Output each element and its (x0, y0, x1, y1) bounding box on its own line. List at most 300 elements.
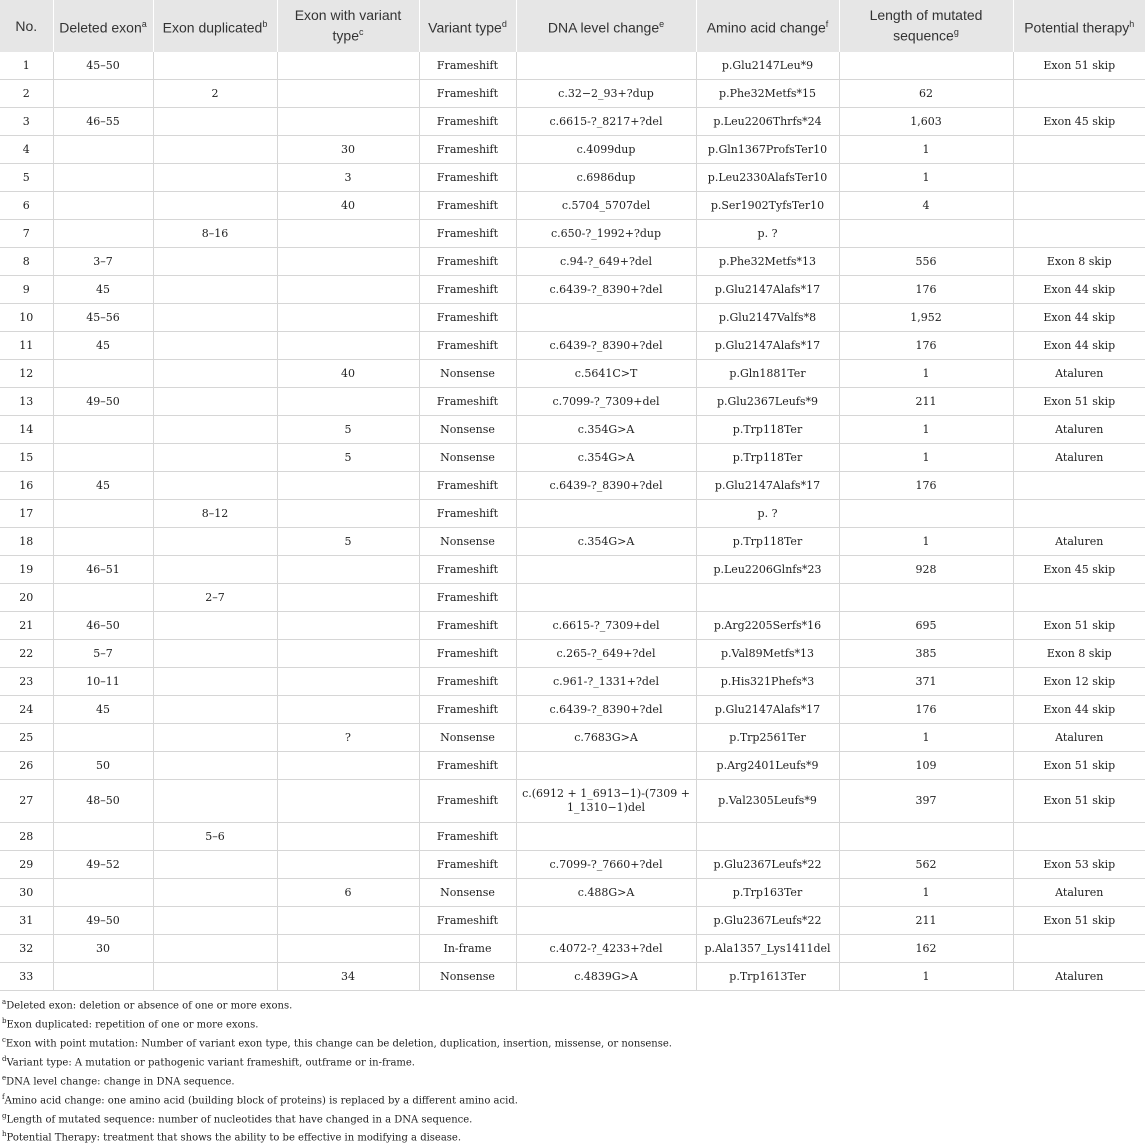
header-potential-therapy (1013, 0, 1145, 52)
cell-dna-level-change: c.7099-?_7309+del (516, 388, 696, 416)
cell-amino-acid-change: p.Trp118Ter (696, 416, 839, 444)
cell-no: 33 (0, 963, 53, 991)
table-row (0, 388, 1145, 416)
cell-exon-variant-type (277, 556, 419, 584)
cell-variant-type: Frameshift (419, 220, 516, 248)
table-row (0, 500, 1145, 528)
cell-variant-type: Frameshift (419, 388, 516, 416)
cell-potential-therapy: Exon 8 skip (1013, 248, 1145, 276)
table-row (0, 724, 1145, 752)
cell-mutated-length: 556 (839, 248, 1013, 276)
cell-no: 3 (0, 108, 53, 136)
table-row (0, 332, 1145, 360)
cell-dna-level-change: c.6439-?_8390+?del (516, 276, 696, 304)
cell-exon-variant-type (277, 752, 419, 780)
cell-deleted-exon (53, 444, 153, 472)
cell-mutated-length: 1,603 (839, 108, 1013, 136)
table-header (0, 0, 1145, 52)
cell-exon-duplicated (153, 752, 277, 780)
cell-mutated-length: 695 (839, 612, 1013, 640)
cell-mutated-length: 176 (839, 696, 1013, 724)
table-row (0, 248, 1145, 276)
table-row (0, 612, 1145, 640)
cell-potential-therapy: Exon 53 skip (1013, 851, 1145, 879)
cell-deleted-exon: 50 (53, 752, 153, 780)
cell-exon-variant-type: ? (277, 724, 419, 752)
header-mutated-length (839, 0, 1013, 52)
cell-no: 20 (0, 584, 53, 612)
cell-variant-type: Frameshift (419, 332, 516, 360)
cell-variant-type: Frameshift (419, 136, 516, 164)
cell-deleted-exon (53, 823, 153, 851)
cell-amino-acid-change: p.Ala1357_Lys1411del (696, 935, 839, 963)
cell-exon-variant-type (277, 220, 419, 248)
cell-deleted-exon (53, 724, 153, 752)
cell-exon-duplicated (153, 472, 277, 500)
cell-no: 9 (0, 276, 53, 304)
cell-exon-variant-type (277, 612, 419, 640)
cell-amino-acid-change: p.Arg2401Leufs*9 (696, 752, 839, 780)
cell-no: 2 (0, 80, 53, 108)
cell-dna-level-change: c.354G>A (516, 444, 696, 472)
cell-mutated-length: 1,952 (839, 304, 1013, 332)
cell-variant-type: Frameshift (419, 192, 516, 220)
header-label: No. (15, 17, 38, 34)
footnotes (0, 991, 1145, 1146)
cell-amino-acid-change: p.Phe32Metfs*13 (696, 248, 839, 276)
cell-variant-type: Nonsense (419, 416, 516, 444)
table-row (0, 444, 1145, 472)
cell-exon-variant-type: 5 (277, 444, 419, 472)
cell-dna-level-change: c.4072-?_4233+?del (516, 935, 696, 963)
table-row (0, 935, 1145, 963)
cell-no: 11 (0, 332, 53, 360)
header-footnote-mark: g (953, 27, 959, 38)
cell-amino-acid-change: p. ? (696, 500, 839, 528)
cell-no: 31 (0, 907, 53, 935)
cell-exon-variant-type: 40 (277, 360, 419, 388)
cell-potential-therapy: Exon 51 skip (1013, 907, 1145, 935)
footnote (2, 1109, 1143, 1128)
cell-exon-variant-type (277, 304, 419, 332)
cell-potential-therapy (1013, 220, 1145, 248)
cell-no: 5 (0, 164, 53, 192)
footnote (2, 1052, 1143, 1071)
header-footnote-mark: a (141, 18, 147, 29)
header-row (0, 0, 1145, 52)
table-row (0, 360, 1145, 388)
table-row (0, 472, 1145, 500)
cell-exon-duplicated (153, 332, 277, 360)
cell-no: 10 (0, 304, 53, 332)
cell-amino-acid-change: p.Trp2561Ter (696, 724, 839, 752)
cell-exon-duplicated (153, 935, 277, 963)
cell-mutated-length: 385 (839, 640, 1013, 668)
cell-no: 27 (0, 780, 53, 823)
cell-potential-therapy (1013, 136, 1145, 164)
cell-exon-duplicated: 8–16 (153, 220, 277, 248)
cell-deleted-exon (53, 136, 153, 164)
cell-dna-level-change: c.961-?_1331+?del (516, 668, 696, 696)
cell-exon-variant-type: 30 (277, 136, 419, 164)
cell-exon-variant-type (277, 276, 419, 304)
cell-potential-therapy: Ataluren (1013, 444, 1145, 472)
cell-potential-therapy (1013, 472, 1145, 500)
cell-variant-type: Frameshift (419, 556, 516, 584)
header-label: Deleted exon (59, 19, 142, 36)
cell-dna-level-change: c.4839G>A (516, 963, 696, 991)
cell-mutated-length: 1 (839, 528, 1013, 556)
cell-dna-level-change: c.5641C>T (516, 360, 696, 388)
header-footnote-mark: h (1129, 18, 1135, 29)
cell-potential-therapy: Ataluren (1013, 879, 1145, 907)
cell-no: 26 (0, 752, 53, 780)
cell-amino-acid-change: p.Glu2367Leufs*22 (696, 851, 839, 879)
cell-deleted-exon (53, 360, 153, 388)
cell-no: 24 (0, 696, 53, 724)
cell-exon-duplicated (153, 248, 277, 276)
table-row (0, 108, 1145, 136)
cell-potential-therapy (1013, 192, 1145, 220)
cell-exon-variant-type: 34 (277, 963, 419, 991)
table-row (0, 164, 1145, 192)
cell-exon-variant-type: 5 (277, 528, 419, 556)
cell-variant-type: Frameshift (419, 752, 516, 780)
cell-mutated-length: 109 (839, 752, 1013, 780)
cell-no: 18 (0, 528, 53, 556)
cell-deleted-exon: 10–11 (53, 668, 153, 696)
cell-potential-therapy: Ataluren (1013, 528, 1145, 556)
cell-dna-level-change: c.32−2_93+?dup (516, 80, 696, 108)
footnote-text: Length of mutated sequence: number of nucleotides that have changed in a DNA sequence. (6, 1113, 473, 1125)
cell-exon-variant-type: 5 (277, 416, 419, 444)
cell-dna-level-change: c.650-?_1992+?dup (516, 220, 696, 248)
table-row (0, 416, 1145, 444)
cell-potential-therapy: Exon 51 skip (1013, 612, 1145, 640)
cell-exon-variant-type (277, 108, 419, 136)
cell-no: 13 (0, 388, 53, 416)
cell-dna-level-change (516, 584, 696, 612)
footnote-text: Deleted exon: deletion or absence of one or more exons. (6, 1000, 293, 1012)
cell-dna-level-change: c.4099dup (516, 136, 696, 164)
cell-dna-level-change: c.6439-?_8390+?del (516, 472, 696, 500)
cell-amino-acid-change: p.Ser1902TyfsTer10 (696, 192, 839, 220)
cell-variant-type: Nonsense (419, 444, 516, 472)
cell-exon-duplicated (153, 528, 277, 556)
table-row (0, 752, 1145, 780)
cell-deleted-exon: 45 (53, 472, 153, 500)
cell-amino-acid-change: p.Glu2367Leufs*9 (696, 388, 839, 416)
footnote (2, 1014, 1143, 1033)
footnote-mark: f (2, 1092, 5, 1101)
cell-dna-level-change: c.6615-?_7309+del (516, 612, 696, 640)
header-footnote-mark: f (825, 18, 829, 29)
cell-no: 15 (0, 444, 53, 472)
cell-mutated-length: 1 (839, 416, 1013, 444)
cell-exon-duplicated (153, 304, 277, 332)
cell-exon-variant-type (277, 935, 419, 963)
cell-amino-acid-change: p.Arg2205Serfs*16 (696, 612, 839, 640)
cell-no: 14 (0, 416, 53, 444)
cell-mutated-length: 1 (839, 963, 1013, 991)
cell-exon-duplicated (153, 668, 277, 696)
cell-deleted-exon (53, 500, 153, 528)
cell-mutated-length (839, 584, 1013, 612)
header-no (0, 0, 53, 52)
cell-mutated-length: 1 (839, 444, 1013, 472)
cell-exon-duplicated (153, 360, 277, 388)
cell-amino-acid-change: p.Leu2330AlafsTer10 (696, 164, 839, 192)
cell-potential-therapy: Exon 51 skip (1013, 52, 1145, 80)
header-footnote-mark: c (358, 27, 364, 38)
header-exon-variant-type (277, 0, 419, 52)
cell-no: 25 (0, 724, 53, 752)
cell-deleted-exon: 49–50 (53, 907, 153, 935)
cell-potential-therapy: Exon 51 skip (1013, 780, 1145, 823)
cell-deleted-exon: 48–50 (53, 780, 153, 823)
cell-dna-level-change (516, 752, 696, 780)
table-row (0, 556, 1145, 584)
cell-dna-level-change: c.354G>A (516, 528, 696, 556)
cell-variant-type: Nonsense (419, 528, 516, 556)
cell-potential-therapy: Ataluren (1013, 416, 1145, 444)
cell-mutated-length: 211 (839, 907, 1013, 935)
table-row (0, 528, 1145, 556)
cell-exon-variant-type (277, 332, 419, 360)
cell-exon-variant-type (277, 80, 419, 108)
cell-mutated-length: 397 (839, 780, 1013, 823)
cell-deleted-exon: 49–52 (53, 851, 153, 879)
cell-variant-type: Frameshift (419, 108, 516, 136)
cell-deleted-exon: 45–50 (53, 52, 153, 80)
cell-variant-type: Frameshift (419, 248, 516, 276)
cell-no: 7 (0, 220, 53, 248)
cell-amino-acid-change: p.Gln1367ProfsTer10 (696, 136, 839, 164)
cell-potential-therapy: Exon 8 skip (1013, 640, 1145, 668)
cell-potential-therapy (1013, 500, 1145, 528)
cell-no: 4 (0, 136, 53, 164)
table-row (0, 584, 1145, 612)
header-exon-duplicated (153, 0, 277, 52)
cell-exon-variant-type (277, 52, 419, 80)
cell-mutated-length: 371 (839, 668, 1013, 696)
cell-amino-acid-change: p.Trp1613Ter (696, 963, 839, 991)
cell-exon-duplicated (153, 444, 277, 472)
cell-no: 6 (0, 192, 53, 220)
cell-deleted-exon: 45–56 (53, 304, 153, 332)
cell-exon-variant-type (277, 780, 419, 823)
cell-amino-acid-change: p.Glu2147Alafs*17 (696, 276, 839, 304)
table-row (0, 276, 1145, 304)
footnote-mark: b (2, 1016, 7, 1025)
cell-exon-duplicated (153, 612, 277, 640)
cell-variant-type: Nonsense (419, 879, 516, 907)
footnote-mark: g (2, 1111, 7, 1120)
cell-no: 21 (0, 612, 53, 640)
header-label: Amino acid change (706, 19, 826, 36)
cell-dna-level-change: c.6439-?_8390+?del (516, 332, 696, 360)
cell-potential-therapy: Exon 51 skip (1013, 752, 1145, 780)
cell-exon-duplicated (153, 851, 277, 879)
header-deleted-exon (53, 0, 153, 52)
cell-no: 17 (0, 500, 53, 528)
cell-variant-type: Frameshift (419, 304, 516, 332)
cell-mutated-length: 1 (839, 724, 1013, 752)
cell-no: 28 (0, 823, 53, 851)
footnote-mark: c (2, 1035, 6, 1044)
cell-amino-acid-change: p.Trp118Ter (696, 528, 839, 556)
cell-exon-variant-type: 6 (277, 879, 419, 907)
footnote-text: Variant type: A mutation or pathogenic variant frameshift, outframe or in-frame. (6, 1057, 415, 1069)
cell-exon-variant-type (277, 851, 419, 879)
cell-mutated-length: 4 (839, 192, 1013, 220)
table-row (0, 879, 1145, 907)
cell-mutated-length: 176 (839, 472, 1013, 500)
table-row (0, 640, 1145, 668)
cell-potential-therapy (1013, 80, 1145, 108)
cell-exon-variant-type (277, 696, 419, 724)
cell-potential-therapy (1013, 164, 1145, 192)
cell-mutated-length: 928 (839, 556, 1013, 584)
cell-dna-level-change: c.5704_5707del (516, 192, 696, 220)
cell-potential-therapy: Exon 45 skip (1013, 556, 1145, 584)
cell-no: 32 (0, 935, 53, 963)
cell-dna-level-change: c.265-?_649+?del (516, 640, 696, 668)
cell-exon-variant-type (277, 584, 419, 612)
cell-variant-type: Frameshift (419, 276, 516, 304)
cell-variant-type: Frameshift (419, 823, 516, 851)
table-row (0, 668, 1145, 696)
cell-deleted-exon (53, 416, 153, 444)
cell-exon-duplicated (153, 963, 277, 991)
table-row (0, 963, 1145, 991)
cell-variant-type: Frameshift (419, 851, 516, 879)
cell-dna-level-change: c.(6912 + 1_6913−1)-(7309 + 1_1310−1)del (516, 780, 696, 823)
cell-dna-level-change: c.354G>A (516, 416, 696, 444)
cell-potential-therapy: Exon 51 skip (1013, 388, 1145, 416)
footnote-text: Exon duplicated: repetition of one or more exons. (6, 1019, 259, 1031)
cell-exon-variant-type (277, 907, 419, 935)
cell-potential-therapy: Exon 12 skip (1013, 668, 1145, 696)
cell-potential-therapy: Ataluren (1013, 360, 1145, 388)
table-row (0, 80, 1145, 108)
cell-variant-type: Frameshift (419, 668, 516, 696)
footnote (2, 1033, 1143, 1052)
cell-deleted-exon: 30 (53, 935, 153, 963)
cell-exon-variant-type (277, 668, 419, 696)
cell-variant-type: Frameshift (419, 612, 516, 640)
cell-potential-therapy (1013, 935, 1145, 963)
cell-exon-duplicated (153, 108, 277, 136)
cell-potential-therapy: Exon 44 skip (1013, 332, 1145, 360)
header-variant-type (419, 0, 516, 52)
table-row (0, 851, 1145, 879)
footnote-mark: a (2, 998, 7, 1006)
cell-amino-acid-change: p.Glu2147Alafs*17 (696, 332, 839, 360)
header-label: Potential therapy (1024, 19, 1130, 36)
cell-variant-type: Nonsense (419, 360, 516, 388)
footnote-mark: e (2, 1073, 7, 1082)
table-row (0, 136, 1145, 164)
cell-deleted-exon (53, 80, 153, 108)
table-row (0, 823, 1145, 851)
cell-deleted-exon: 46–51 (53, 556, 153, 584)
cell-potential-therapy (1013, 584, 1145, 612)
footnote (2, 1071, 1143, 1090)
header-label: DNA level change (547, 19, 660, 36)
cell-variant-type: Frameshift (419, 780, 516, 823)
header-footnote-mark: e (659, 18, 665, 29)
cell-dna-level-change: c.7099-?_7660+?del (516, 851, 696, 879)
cell-deleted-exon (53, 220, 153, 248)
cell-no: 16 (0, 472, 53, 500)
cell-exon-duplicated (153, 192, 277, 220)
cell-exon-duplicated (153, 388, 277, 416)
cell-exon-duplicated (153, 696, 277, 724)
header-footnote-mark: d (501, 18, 507, 29)
cell-exon-variant-type: 40 (277, 192, 419, 220)
cell-exon-duplicated (153, 907, 277, 935)
cell-deleted-exon (53, 879, 153, 907)
cell-dna-level-change (516, 556, 696, 584)
cell-no: 12 (0, 360, 53, 388)
cell-dna-level-change (516, 52, 696, 80)
cell-exon-duplicated: 2 (153, 80, 277, 108)
cell-exon-duplicated (153, 556, 277, 584)
cell-deleted-exon (53, 192, 153, 220)
table-body (0, 52, 1145, 991)
cell-no: 30 (0, 879, 53, 907)
cell-exon-variant-type (277, 472, 419, 500)
cell-exon-variant-type (277, 388, 419, 416)
cell-mutated-length: 176 (839, 276, 1013, 304)
header-dna-level-change (516, 0, 696, 52)
cell-amino-acid-change: p.Gln1881Ter (696, 360, 839, 388)
cell-exon-variant-type (277, 248, 419, 276)
cell-no: 29 (0, 851, 53, 879)
cell-dna-level-change (516, 500, 696, 528)
cell-variant-type: Frameshift (419, 640, 516, 668)
cell-variant-type: Frameshift (419, 696, 516, 724)
cell-dna-level-change: c.6439-?_8390+?del (516, 696, 696, 724)
cell-deleted-exon (53, 528, 153, 556)
cell-deleted-exon: 49–50 (53, 388, 153, 416)
cell-exon-variant-type: 3 (277, 164, 419, 192)
cell-potential-therapy: Ataluren (1013, 963, 1145, 991)
cell-variant-type: Frameshift (419, 500, 516, 528)
cell-variant-type: Frameshift (419, 52, 516, 80)
cell-amino-acid-change: p.Leu2206Thrfs*24 (696, 108, 839, 136)
footnote (2, 995, 1143, 1014)
cell-amino-acid-change: p.Trp163Ter (696, 879, 839, 907)
cell-amino-acid-change (696, 584, 839, 612)
cell-exon-duplicated (153, 780, 277, 823)
cell-variant-type: Frameshift (419, 164, 516, 192)
cell-mutated-length: 1 (839, 360, 1013, 388)
footnote-mark: d (2, 1054, 7, 1063)
cell-variant-type: Frameshift (419, 472, 516, 500)
cell-amino-acid-change: p.His321Phefs*3 (696, 668, 839, 696)
header-amino-acid-change (696, 0, 839, 52)
cell-mutated-length (839, 823, 1013, 851)
cell-dna-level-change (516, 304, 696, 332)
cell-mutated-length: 162 (839, 935, 1013, 963)
cell-mutated-length: 62 (839, 80, 1013, 108)
cell-deleted-exon (53, 164, 153, 192)
header-label: Variant type (428, 19, 502, 36)
cell-mutated-length (839, 500, 1013, 528)
footnote-mark: h (2, 1130, 7, 1139)
